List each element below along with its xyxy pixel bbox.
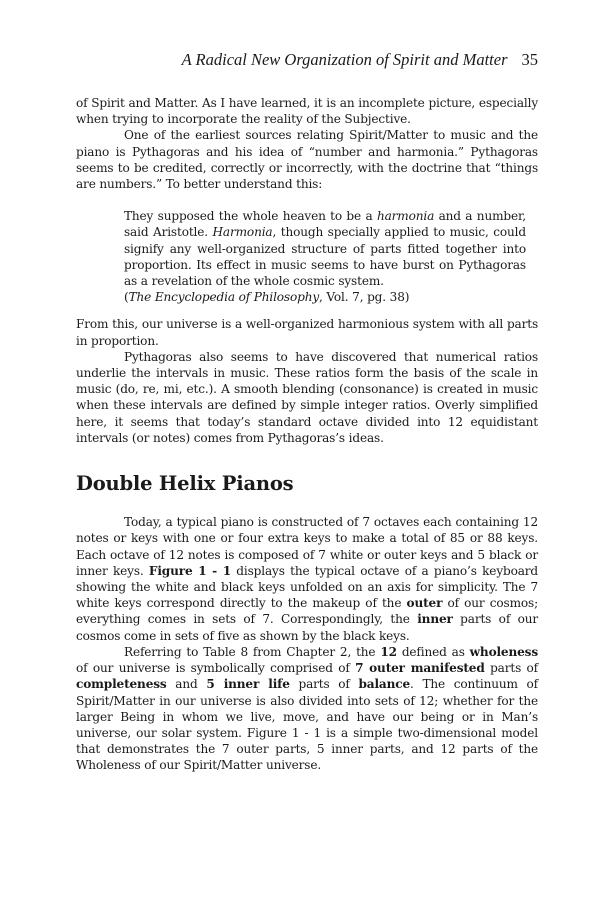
figure-reference: Figure 1 - 1	[148, 563, 231, 578]
running-title: A Radical New Organization of Spirit and Matter	[181, 50, 508, 69]
section-heading: Double Helix Pianos	[76, 472, 294, 496]
bold-term: wholeness	[469, 644, 538, 659]
text-run: Referring to Table 8 from Chapter 2, the	[124, 644, 381, 659]
page-number: 35	[521, 50, 538, 69]
quote-text-part: and a number, said Aristotle.	[124, 209, 526, 240]
text-run: of our universe is symbolically comprised of	[76, 661, 356, 676]
quote-text-part: They supposed the whole heaven to be a	[124, 209, 377, 224]
bold-term: inner	[417, 612, 453, 627]
text-run: parts of	[289, 677, 359, 692]
citation-rest: , Vol. 7, pg. 38)	[319, 290, 410, 305]
text-run: and	[166, 677, 207, 692]
text-run: parts of	[484, 661, 539, 676]
text-run: displays the typical octave of a piano’s keyboard showing the white and black keys unfolded on an axis for simplicity. The 7 white keys correspond directly to the makeup of the	[76, 563, 539, 611]
bold-term: 12	[380, 644, 397, 659]
paragraph	[76, 514, 538, 644]
text-run: defined as	[396, 644, 470, 659]
text-run: of our cosmos; everything comes in sets of 7. Correspondingly, the	[76, 596, 538, 627]
bold-term: completeness	[76, 677, 167, 692]
text-run: . The continuum of Spirit/Matter in our universe is also divided into sets of 12; whether for the larger Being in whom we live, move, and have our being or in Man’s universe, our solar system. Figure 1 - 1 is a simple two-dimensional model that demonstrates the 7 outer parts, 5 inner parts, and 12 parts of the Wholeness of our Spirit/Matter universe.	[76, 677, 539, 773]
block-quote	[124, 208, 526, 305]
running-header	[182, 50, 538, 70]
citation-title: The Encyclopedia of Philosophy	[128, 290, 320, 305]
bold-term: 5 inner life	[206, 677, 290, 692]
bold-term: outer	[406, 596, 443, 611]
text-run: parts of our cosmos come in sets of five as shown by the black keys.	[76, 612, 538, 643]
quote-emphasis: Harmonia	[212, 225, 273, 240]
paragraph: Pythagoras also seems to have discovered that numerical ratios underlie the intervals in music. These ratios form the basis of the scale in music (do, re, mi, etc.). A smooth blending (consonance) is created in music when these intervals are defined by simple integer ratios. Overly simplified here, it seems that today’s standard octave divided into 12 equidistant intervals (or notes) comes from Pythagoras’s ideas.	[76, 349, 538, 445]
quote-emphasis: harmonia	[376, 209, 435, 224]
paragraph	[76, 644, 538, 774]
paragraph: One of the earliest sources relating Spirit/Matter to music and the piano is Pythagoras and his idea of “number and harmonia.” Pythagoras seems to be credited, correctly or incorrectly, with the doctrine that “things are numbers.” To better understand this:	[76, 128, 538, 192]
page-body	[76, 95, 538, 774]
text-run: Today, a typical piano is constructed of 7 octaves each containing 12 notes or keys with one or four extra keys to make a total of 85 or 88 keys. Each octave of 12 notes is composed of 7 white or outer keys and 5 black or inner keys.	[76, 515, 538, 578]
quote-text	[124, 208, 526, 289]
paragraph: From this, our universe is a well-organized harmonious system with all parts in proportion.	[76, 317, 538, 348]
citation-open: (	[124, 290, 129, 305]
bold-term: balance	[358, 677, 411, 692]
bold-term: 7 outer manifested	[355, 661, 485, 676]
quote-citation	[124, 289, 526, 305]
paragraph: of Spirit and Matter. As I have learned, it is an incomplete picture, especially when trying to incorporate the reality of the Subjective.	[76, 96, 538, 127]
quote-text-part: , though specially applied to music, could signify any well-organized structure of parts fitted together into proportion. Its effect in music seems to have burst on Pythagoras as a revelation of the whole cosmic system.	[124, 225, 526, 289]
